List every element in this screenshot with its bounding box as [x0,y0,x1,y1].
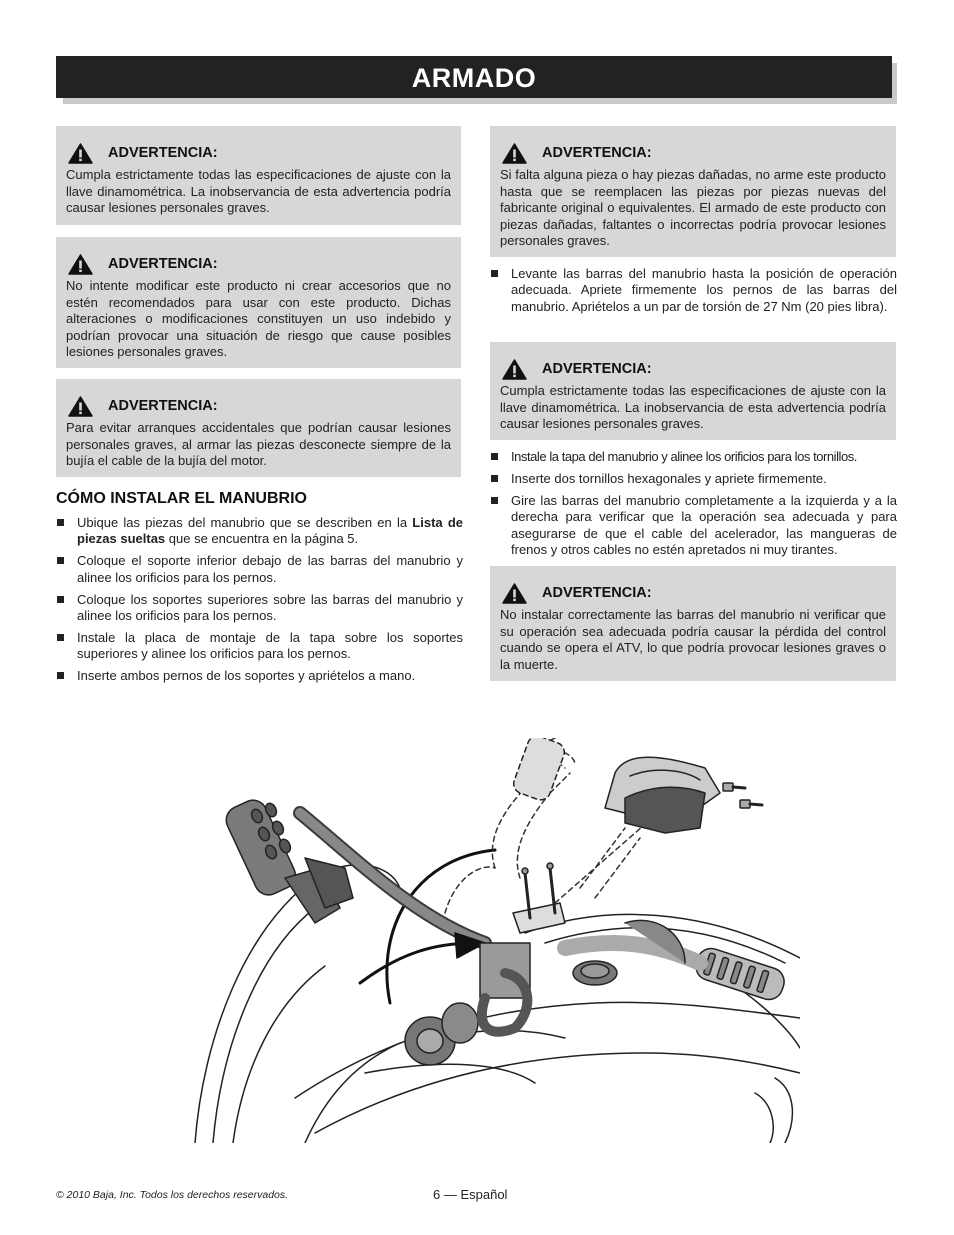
bullet-square-icon [57,634,64,641]
list-item: Coloque los soportes superiores sobre las barras del manubrio y alinee los orificios para los pernos. [56,592,463,625]
bullet-square-icon [491,453,498,460]
list-item: Gire las barras del manubrio completamente a la izquierda y a la derecha para verificar que la operación sea adecuada y para asegurarse de que el cable del acelerador, las mangueras de frenos y otros cables no estén apretados ni muy tirantes. [490,493,897,559]
warning-text: Para evitar arranques accidentales que podrían causar lesiones personales graves, al armar las piezas desconecte siempre de la bujía el cable de la bujía del motor. [66,420,451,469]
footer-copyright: © 2010 Baja, Inc. Todos los derechos reservados. [56,1189,289,1201]
list-item: Instale la tapa del manubrio y alinee los orificios para los tornillos. [490,449,897,465]
warning-triangle-icon [68,143,93,164]
atv-rear-fender [775,1078,792,1143]
warning-box [490,342,896,440]
warning-triangle-icon [502,143,527,164]
atv-front-fender [195,865,400,1143]
bullet-square-icon [491,270,498,277]
list-item: Inserte ambos pernos de los soportes y apriételos a mano. [56,668,463,684]
install-steps-list [56,515,463,690]
list-item: Ubique las piezas del manubrio que se describen en la Lista de piezas sueltas que se encuentra en la página 5. [56,515,463,548]
mount-bracket [513,903,565,933]
bullet-square-icon [57,557,64,564]
warning-title: ADVERTENCIA: [542,145,652,161]
list-item: Inserte dos tornillos hexagonales y apriete firmemente. [490,471,897,487]
warning-text: Cumpla estrictamente todas las especificaciones de ajuste con la llave dinamométrica. La inobservancia de esta advertencia podría causar lesiones personales graves. [66,167,451,216]
hex-screws [723,783,762,808]
bullet-square-icon [491,475,498,482]
dashed-grip [511,738,567,803]
warning-title: ADVERTENCIA: [108,145,218,161]
list-item: Instale la placa de montaje de la tapa sobre los soportes superiores y alinee los orificios para los pernos. [56,630,463,663]
warning-box [56,126,461,225]
list-item: Levante las barras del manubrio hasta la posición de operación adecuada. Apriete firmemente los pernos de las barras del manubrio. Apriételos a un par de torsión de 27 Nm (20 pies libra). [490,266,897,315]
bullet-square-icon [491,497,498,504]
warning-text: Cumpla estrictamente todas las especificaciones de ajuste con la llave dinamométrica. La inobservancia de esta advertencia podría causar lesiones personales graves. [500,383,886,432]
handlebar-clamp [405,943,530,1065]
bullet-square-icon [57,519,64,526]
warning-box [56,379,461,477]
warning-title: ADVERTENCIA: [542,585,652,601]
list-item: Coloque el soporte inferior debajo de las barras del manubrio y alinee los orificios para los pernos. [56,553,463,586]
warning-title: ADVERTENCIA: [542,361,652,377]
warning-box [490,566,896,681]
bullet-square-icon [57,596,64,603]
bullet-square-icon [57,672,64,679]
warning-triangle-icon [68,254,93,275]
warning-box [490,126,896,257]
warning-triangle-icon [502,583,527,604]
warning-triangle-icon [502,359,527,380]
warning-text: No intente modificar este producto ni crear accesorios que no estén recomendados para usar con este producto. Dichas alteraciones o modificaciones constituyen un uso indebido y podrían provocar una situación de riesgo que cause posibles lesiones personales graves. [66,278,451,360]
handlebar-installation-illustration [185,738,800,1143]
tighten-steps-list [490,266,897,321]
warning-title: ADVERTENCIA: [108,398,218,414]
cover-steps-list [490,449,897,564]
warning-title: ADVERTENCIA: [108,256,218,272]
warning-text: No instalar correctamente las barras del manubrio ni verificar que su operación sea adecuada podría causar la pérdida del control cuando se opera el ATV, lo que podría provocar lesiones graves o la muerte. [500,607,886,672]
page-title: ARMADO [411,63,537,93]
section-title: CÓMO INSTALAR EL MANUBRIO [56,490,307,507]
warning-box [56,237,461,368]
warning-text: Si falta alguna pieza o hay piezas dañadas, no arme este producto hasta que se reemplacen las piezas por piezas nuevas del fabricante original o equivalentes. El armado de este producto con piezas dañadas, faltantes o incorrectas podría provocar lesiones personales graves. [500,167,886,249]
page-number: 6 — Español [433,1187,508,1202]
warning-triangle-icon [68,396,93,417]
